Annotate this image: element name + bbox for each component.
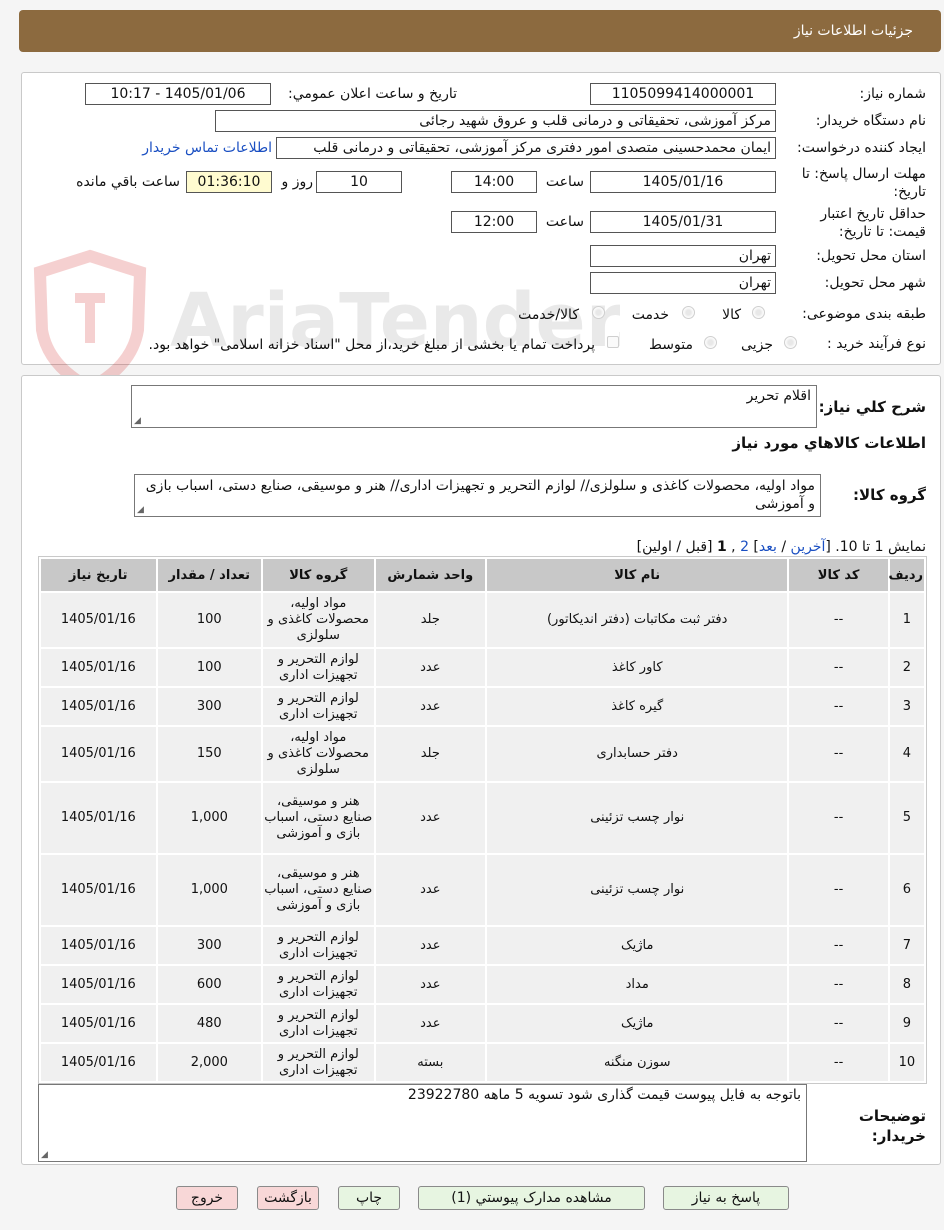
cell-row-number: 6 [890, 855, 924, 925]
cell-unit: بسته [376, 1044, 486, 1081]
buyer-label: نام دستگاه خريدار: [815, 113, 926, 129]
validity-time-label: ساعت [545, 214, 584, 230]
cell-unit: عدد [376, 855, 486, 925]
group-text: مواد اولیه، محصولات کاغذی و سلولزی// لوازم التحریر و تجهیزات اداری// هنر و موسیقی، صنایع دستی، اسباب بازی و آموزشی [145, 478, 815, 512]
cell-name: مداد [487, 966, 787, 1003]
cell-group: لوازم التحریر و تجهیزات اداری [263, 966, 374, 1003]
pagination-mid: ] [748, 539, 759, 555]
cell-qty: 150 [158, 727, 261, 781]
cell-date: 1405/01/16 [41, 783, 156, 853]
exit-button[interactable]: خروج [176, 1186, 238, 1210]
cell-unit: جلد [376, 593, 486, 647]
process-label: نوع فرآيند خريد : [827, 336, 926, 352]
cell-name: گیره کاغذ [487, 688, 787, 725]
cell-code: -- [789, 1044, 887, 1081]
page-title: جزئیات اطلاعات نیاز [793, 23, 913, 39]
buyer-notes-textarea[interactable] [38, 1084, 807, 1162]
buyer-notes-text: باتوجه به فایل پیوست قیمت گذاری شود تسویه 5 ماهه 23922780 [407, 1087, 801, 1103]
cell-code: -- [789, 688, 887, 725]
category-radio-goods-service[interactable] [592, 306, 605, 319]
cell-date: 1405/01/16 [41, 649, 156, 686]
process-option-minor: جزیی [741, 337, 773, 353]
cell-qty: 100 [158, 593, 261, 647]
cell-row-number: 3 [890, 688, 924, 725]
table-row [41, 1005, 924, 1042]
summary-label: شرح کلي نياز: [818, 398, 926, 416]
cell-date: 1405/01/16 [41, 927, 156, 964]
days-field: 10 [316, 171, 402, 193]
cell-group: هنر و موسیقی، صنایع دستی، اسباب بازی و آموزشی [263, 855, 374, 925]
back-button[interactable]: بازگشت [257, 1186, 319, 1210]
cell-date: 1405/01/16 [41, 1005, 156, 1042]
table-row [41, 649, 924, 686]
cell-row-number: 4 [890, 727, 924, 781]
cell-code: -- [789, 1005, 887, 1042]
category-option-goods-service: کالا/خدمت [518, 307, 579, 323]
category-radio-service[interactable] [682, 306, 695, 319]
reply-button[interactable]: پاسخ به نياز [663, 1186, 789, 1210]
cell-group: لوازم التحریر و تجهیزات اداری [263, 688, 374, 725]
cell-row-number: 7 [890, 927, 924, 964]
pagination-comma: , [731, 539, 741, 555]
province-label: استان محل تحويل: [816, 248, 926, 264]
days-label: روز و [281, 174, 313, 190]
buyer-notes-label: توضیحات خریدار: [858, 1107, 926, 1145]
pagination-tail: [قبل / اولين] [636, 539, 717, 555]
cell-row-number: 10 [890, 1044, 924, 1081]
cell-name: سوزن منگنه [487, 1044, 787, 1081]
cell-group: مواد اولیه، محصولات کاغذی و سلولزی [263, 727, 374, 781]
deadline-date-field: 1405/01/16 [590, 171, 776, 193]
cell-unit: عدد [376, 649, 486, 686]
cell-qty: 1,000 [158, 783, 261, 853]
category-option-service: خدمت [631, 307, 669, 323]
cell-unit: عدد [376, 966, 486, 1003]
pagination-current-page: 1 [716, 539, 727, 555]
treasury-payment-checkbox[interactable] [607, 336, 619, 348]
deadline-time-field: 14:00 [451, 171, 537, 193]
resize-grip-icon[interactable]: ◢ [137, 505, 144, 515]
table-row [41, 966, 924, 1003]
cell-row-number: 1 [890, 593, 924, 647]
validity-time-field: 12:00 [451, 211, 537, 233]
category-label: طبقه بندی موضوعی: [802, 306, 926, 322]
cell-group: هنر و موسیقی، صنایع دستی، اسباب بازی و آموزشی [263, 783, 374, 853]
cell-code: -- [789, 927, 887, 964]
remaining-label: ساعت باقي مانده [76, 174, 180, 190]
cell-group: مواد اولیه، محصولات کاغذی و سلولزی [263, 593, 374, 647]
cell-row-number: 9 [890, 1005, 924, 1042]
announce-field: 1405/01/06 - 10:17 [85, 83, 271, 105]
province-field: تهران [590, 245, 776, 267]
table-row [41, 688, 924, 725]
col-header-name: نام کالا [487, 559, 787, 591]
goods-info-title: اطلاعات کالاهاي مورد نياز [732, 434, 926, 452]
cell-code: -- [789, 855, 887, 925]
cell-unit: عدد [376, 1005, 486, 1042]
creator-field: ایمان محمدحسینی متصدی امور دفتری مرکز آموزشی، تحقیقاتی و درمانی قلب [276, 137, 776, 159]
cell-code: -- [789, 783, 887, 853]
col-header-group: گروه کالا [263, 559, 374, 591]
creator-label: ايجاد کننده درخواست: [797, 140, 926, 156]
cell-code: -- [789, 649, 887, 686]
cell-date: 1405/01/16 [41, 727, 156, 781]
process-option-medium: متوسط [649, 337, 693, 353]
cell-name: دفتر ثبت مکاتبات (دفتر اندیکاتور) [487, 593, 787, 647]
cell-qty: 600 [158, 966, 261, 1003]
deadline-label: مهلت ارسال پاسخ: تا تاریخ: [801, 166, 926, 200]
cell-date: 1405/01/16 [41, 593, 156, 647]
table-row [41, 1044, 924, 1081]
contact-info-link[interactable]: اطلاعات تماس خریدار [142, 140, 272, 156]
table-row [41, 783, 924, 853]
validity-label: حداقل تاريخ اعتبار قيمت: تا تاريخ: [820, 206, 926, 240]
cell-name: نوار چسب تزئینی [487, 783, 787, 853]
pagination [637, 539, 926, 555]
pagination-next-link[interactable]: بعد [758, 539, 777, 555]
deadline-time-label: ساعت [545, 174, 584, 190]
cell-name: کاور کاغذ [487, 649, 787, 686]
cell-group: لوازم التحریر و تجهیزات اداری [263, 1044, 374, 1081]
cell-name: دفتر حسابداری [487, 727, 787, 781]
group-textarea[interactable] [134, 474, 821, 517]
col-header-code: کد کالا [789, 559, 887, 591]
cell-qty: 300 [158, 927, 261, 964]
cell-code: -- [789, 593, 887, 647]
cell-group: لوازم التحریر و تجهیزات اداری [263, 927, 374, 964]
items-table-wrapper [38, 556, 927, 1084]
pagination-page-2-link[interactable]: 2 [740, 539, 749, 555]
payment-note: پرداخت تمام یا بخشی از مبلغ خرید،از محل "اسناد خزانه اسلامی" خواهد بود. [148, 337, 595, 353]
summary-text: اقلام تحریر [746, 388, 811, 404]
category-radio-goods[interactable] [752, 306, 765, 319]
cell-row-number: 5 [890, 783, 924, 853]
pagination-sep: / [776, 539, 791, 555]
cell-date: 1405/01/16 [41, 688, 156, 725]
view-attachments-button[interactable]: مشاهده مدارک پيوستي (1) [418, 1186, 645, 1210]
pagination-last-link[interactable]: آخرين [790, 539, 826, 555]
cell-qty: 480 [158, 1005, 261, 1042]
cell-date: 1405/01/16 [41, 1044, 156, 1081]
cell-code: -- [789, 727, 887, 781]
cell-qty: 2,000 [158, 1044, 261, 1081]
announce-label: تاریخ و ساعت اعلان عمومي: [288, 86, 457, 102]
cell-unit: جلد [376, 727, 486, 781]
cell-date: 1405/01/16 [41, 855, 156, 925]
print-button[interactable]: چاپ [338, 1186, 400, 1210]
cell-unit: عدد [376, 927, 486, 964]
category-option-goods: کالا [722, 307, 741, 323]
table-row [41, 855, 924, 925]
pagination-prefix: نمایش 1 تا 10. [ [825, 539, 926, 555]
cell-row-number: 2 [890, 649, 924, 686]
resize-grip-icon[interactable]: ◢ [41, 1150, 48, 1160]
col-header-unit: واحد شمارش [376, 559, 486, 591]
table-row [41, 593, 924, 647]
need-number-field: 1105099414000001 [590, 83, 776, 105]
items-table [39, 557, 926, 1083]
table-header-row [41, 559, 924, 591]
cell-qty: 100 [158, 649, 261, 686]
remaining-time-field: 01:36:10 [186, 171, 272, 193]
process-radio-medium[interactable] [704, 336, 717, 349]
process-radio-minor[interactable] [784, 336, 797, 349]
cell-group: لوازم التحریر و تجهیزات اداری [263, 1005, 374, 1042]
page-header [19, 10, 941, 52]
cell-qty: 300 [158, 688, 261, 725]
cell-qty: 1,000 [158, 855, 261, 925]
cell-unit: عدد [376, 688, 486, 725]
resize-grip-icon[interactable]: ◢ [134, 416, 141, 426]
validity-date-field: 1405/01/31 [590, 211, 776, 233]
cell-date: 1405/01/16 [41, 966, 156, 1003]
cell-unit: عدد [376, 783, 486, 853]
city-label: شهر محل تحويل: [824, 275, 926, 291]
cell-group: لوازم التحریر و تجهیزات اداری [263, 649, 374, 686]
col-header-row-number: رديف [890, 559, 924, 591]
buyer-field: مرکز آموزشی، تحقیقاتی و درمانی قلب و عروق شهید رجائی [215, 110, 776, 132]
cell-code: -- [789, 966, 887, 1003]
city-field: تهران [590, 272, 776, 294]
table-row [41, 727, 924, 781]
col-header-date: تاريخ نياز [41, 559, 156, 591]
cell-name: نوار چسب تزئینی [487, 855, 787, 925]
cell-row-number: 8 [890, 966, 924, 1003]
cell-name: ماژیک [487, 1005, 787, 1042]
group-label: گروه کالا: [853, 486, 926, 504]
need-number-label: شماره نیاز: [859, 86, 926, 102]
col-header-qty: تعداد / مقدار [158, 559, 261, 591]
summary-textarea[interactable] [131, 385, 817, 428]
table-row [41, 927, 924, 964]
cell-name: ماژیک [487, 927, 787, 964]
